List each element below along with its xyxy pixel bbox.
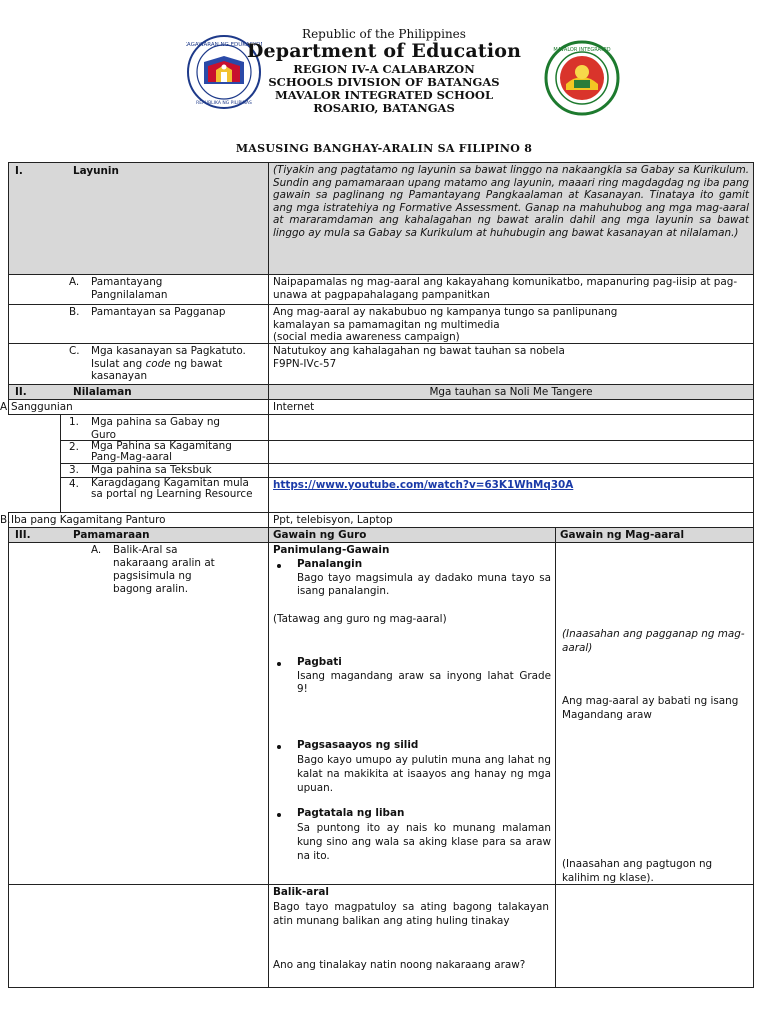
gawain-guro-header: Gawain ng Guro xyxy=(268,527,556,543)
sanggunian-value: Internet xyxy=(268,399,754,415)
item-1-number: 1. xyxy=(69,416,79,428)
bullet-icon xyxy=(277,564,281,568)
item-3-number: 3. xyxy=(69,464,79,476)
mga-kasanayan-label xyxy=(91,345,266,383)
pagsasaayos-title: Pagsasaayos ng silid xyxy=(297,739,419,751)
row-c-label: C. xyxy=(69,345,80,357)
balik-aral-title: Balik-aral xyxy=(273,886,329,898)
sanggunian-item-3-cell xyxy=(60,463,269,478)
bullet-icon xyxy=(277,662,281,666)
svg-text:REPUBLIKA NG PILIPINAS: REPUBLIKA NG PILIPINAS xyxy=(196,101,252,106)
pamamaraan-heading-cell xyxy=(8,527,269,543)
pamantayan-pagganap-note: (social media awareness campaign) xyxy=(273,331,460,343)
svg-text:KAGAWARAN NG EDUKASYON: KAGAWARAN NG EDUKASYON xyxy=(186,42,262,48)
iba-pang-kagamitan-value: Ppt, telebisyon, Laptop xyxy=(268,512,754,528)
division-label: SCHOOLS DIVISION OF BATANGAS xyxy=(268,75,500,89)
tatawag-note: (Tatawag ang guro ng mag-aaral) xyxy=(273,613,447,625)
nilalaman-heading: Nilalaman xyxy=(73,386,132,398)
mga-kasanayan-value-cell xyxy=(268,343,754,385)
item-2-label: Mga Pahina sa Kagamitang Pang-Mag-aaral xyxy=(91,440,232,463)
layunin-number: I. xyxy=(15,165,23,177)
nilalaman-value: Mga tauhan sa Noli Me Tangere xyxy=(268,384,754,400)
gawain-magaaral-header: Gawain ng Mag-aaral xyxy=(555,527,754,543)
sanggunian-item-1-cell xyxy=(60,414,269,441)
pamamaraan-heading: Pamamaraan xyxy=(73,529,150,541)
layunin-heading-cell xyxy=(8,162,269,275)
school-label: MAVALOR INTEGRATED SCHOOL xyxy=(274,88,494,102)
pagtatala-text: Sa puntong ito ay nais ko munang malaman kung sino ang wala sa aking klase para sa araw na ito. xyxy=(297,822,551,862)
item-2-number: 2. xyxy=(69,441,79,453)
region-label: REGION IV-A CALABARZON xyxy=(293,62,475,76)
inaasahan-pagtugon: (Inaasahan ang pagtugon ng kalihim ng klase). xyxy=(562,858,713,884)
kasanayan-code: F9PN-IVc-57 xyxy=(273,357,337,370)
mga-kasanayan-value: Natutukoy ang kahalagahan ng bawat tauhan sa nobela xyxy=(273,345,565,357)
row-a-label: A. xyxy=(69,276,80,288)
sanggunian-item-4-value-cell xyxy=(268,477,754,513)
kasanayan-text-part-2: ng bawat kasanayan xyxy=(91,357,223,382)
pamantayang-pangnilalaman-label: Pamantayang Pangnilalaman xyxy=(91,276,168,301)
pagbati-title: Pagbati xyxy=(297,656,342,668)
pamantayan-pagganap-value: Ang mag-aaral ay nakabubuo ng kampanya tungo sa panlipunang kamalayan sa pamamagitan ng multimedia xyxy=(273,306,618,331)
iba-pang-letter: B. xyxy=(0,514,11,526)
republic-label: Republic of the Philippines xyxy=(302,27,466,41)
item-1-label: Mga pahina sa Gabay ng Guro xyxy=(91,416,221,441)
sanggunian-item-2-cell xyxy=(60,440,269,464)
magaaral-bati: Ang mag-aaral ay babati ng isang Magandang araw xyxy=(562,695,739,721)
nilalaman-number: II. xyxy=(15,386,27,398)
pamantayan-pagganap-label: Pamantayan sa Pagganap xyxy=(91,306,226,318)
pagsasaayos-text: Bago kayo umupo ay pulutin muna ang lahat ng kalat na makikita at isaayos ang hanay ng mga upuan. xyxy=(297,754,551,794)
pamantayang-pangnilalaman-value: Naipapamalas ng mag-aaral ang kakayahang komunikatbo, mapanuring pag-iisip at pag-unawa at pagpapahalagang pampanitkan xyxy=(268,274,754,305)
balik-aral-magaaral-cell xyxy=(555,884,754,988)
empty-label-cell xyxy=(8,884,269,988)
pamamaraan-number: III. xyxy=(15,529,31,541)
balik-aral-question: Ano ang tinalakay natin noong nakaraang araw? xyxy=(273,959,526,971)
balik-aral-text: Bago tayo magpatuloy sa ating bagong talakayan atin munang balikan ang ating huling tinakay xyxy=(273,901,549,927)
youtube-link[interactable]: https://www.youtube.com/watch?v=63K1WhMq30A xyxy=(273,479,574,491)
sanggunian-heading-cell xyxy=(8,399,269,415)
location-label: ROSARIO, BATANGAS xyxy=(313,101,455,115)
item-4-number: 4. xyxy=(69,478,79,490)
kasanayan-code-word: code xyxy=(145,357,171,370)
panalangin-text: Bago tayo magsimula ay dadako muna tayo sa isang panalangin. xyxy=(297,572,551,597)
sanggunian-item-4-cell xyxy=(60,477,269,513)
balik-aral-label: Balik-Aral sa nakaraang aralin at pagsisimula ng bagong aralin. xyxy=(113,544,215,595)
bullet-icon xyxy=(277,745,281,749)
department-title: Department of Education xyxy=(246,40,522,62)
pamantayan-pagganap-value-cell xyxy=(268,304,754,344)
panalangin-title: Panalangin xyxy=(297,558,363,570)
pamantayan-pagganap-label-cell xyxy=(8,304,269,344)
item-3-label: Mga pahina sa Teksbuk xyxy=(91,464,212,476)
item-4-label: Karagdagang Kagamitan mula sa portal ng Learning Resource xyxy=(91,477,253,500)
sanggunian-letter: A. xyxy=(0,401,11,413)
balik-aral-label-cell xyxy=(8,542,269,885)
pagtatala-title: Pagtatala ng liban xyxy=(297,807,405,819)
kasanayan-text-part-1: Mga kasanayan sa Pagkatuto. Isulat ang xyxy=(91,345,246,370)
sanggunian-item-3-value xyxy=(268,463,754,478)
sanggunian-item-1-value xyxy=(268,414,754,441)
sanggunian-heading: Sanggunian xyxy=(11,401,73,413)
row-b-label: B. xyxy=(69,306,80,318)
mga-kasanayan-label-cell xyxy=(8,343,269,385)
lesson-plan-title: MASUSING BANGHAY-ARALIN SA FILIPINO 8 xyxy=(235,142,533,155)
layunin-heading: Layunin xyxy=(73,165,119,177)
balik-aral-letter: A. xyxy=(91,544,102,556)
gawain-guro-column xyxy=(268,542,556,885)
inaasahan-pagganap: (Inaasahan ang pagganap ng mag-aaral) xyxy=(562,628,745,654)
iba-pang-kagamitan-label: Iba pang Kagamitang Panturo xyxy=(11,514,166,526)
nilalaman-heading-cell xyxy=(8,384,269,400)
pamantayang-pangnilalaman-label-cell xyxy=(8,274,269,305)
panimulang-gawain-title: Panimulang-Gawain xyxy=(273,544,390,556)
balik-aral-guro-cell xyxy=(268,884,556,988)
layunin-instruction: (Tiyakin ang pagtatamo ng layunin sa bawat linggo na nakaangkla sa Gabay sa Kurikulum. Sundin ang pamamaraan upang matamo ang layunin, maaari ring magdagdag ng iba pang gawain sa paglinang ng Pamantayang Pangkaalaman at Kasanayan. Tinataya ito gamit ang mga istratehiya ng Formative Assessment. Ganap na mahuhubog ang mga mag-aaral at mararamdaman ang kahalagahan ng bawat aralin dahil ang mga layunin sa bawat linggo ay mula sa Gabay sa Kurikulum at huhubugin ang bawat kasanayan at nilalaman.) xyxy=(268,162,754,275)
sanggunian-item-2-value xyxy=(268,440,754,464)
gawain-magaaral-column xyxy=(555,542,754,885)
pagbati-text: Isang magandang araw sa inyong lahat Grade 9! xyxy=(297,670,551,695)
bullet-icon xyxy=(277,813,281,817)
svg-text:MAVALOR INTEGRATED: MAVALOR INTEGRATED xyxy=(553,47,611,53)
iba-pang-kagamitan-cell xyxy=(8,512,269,528)
